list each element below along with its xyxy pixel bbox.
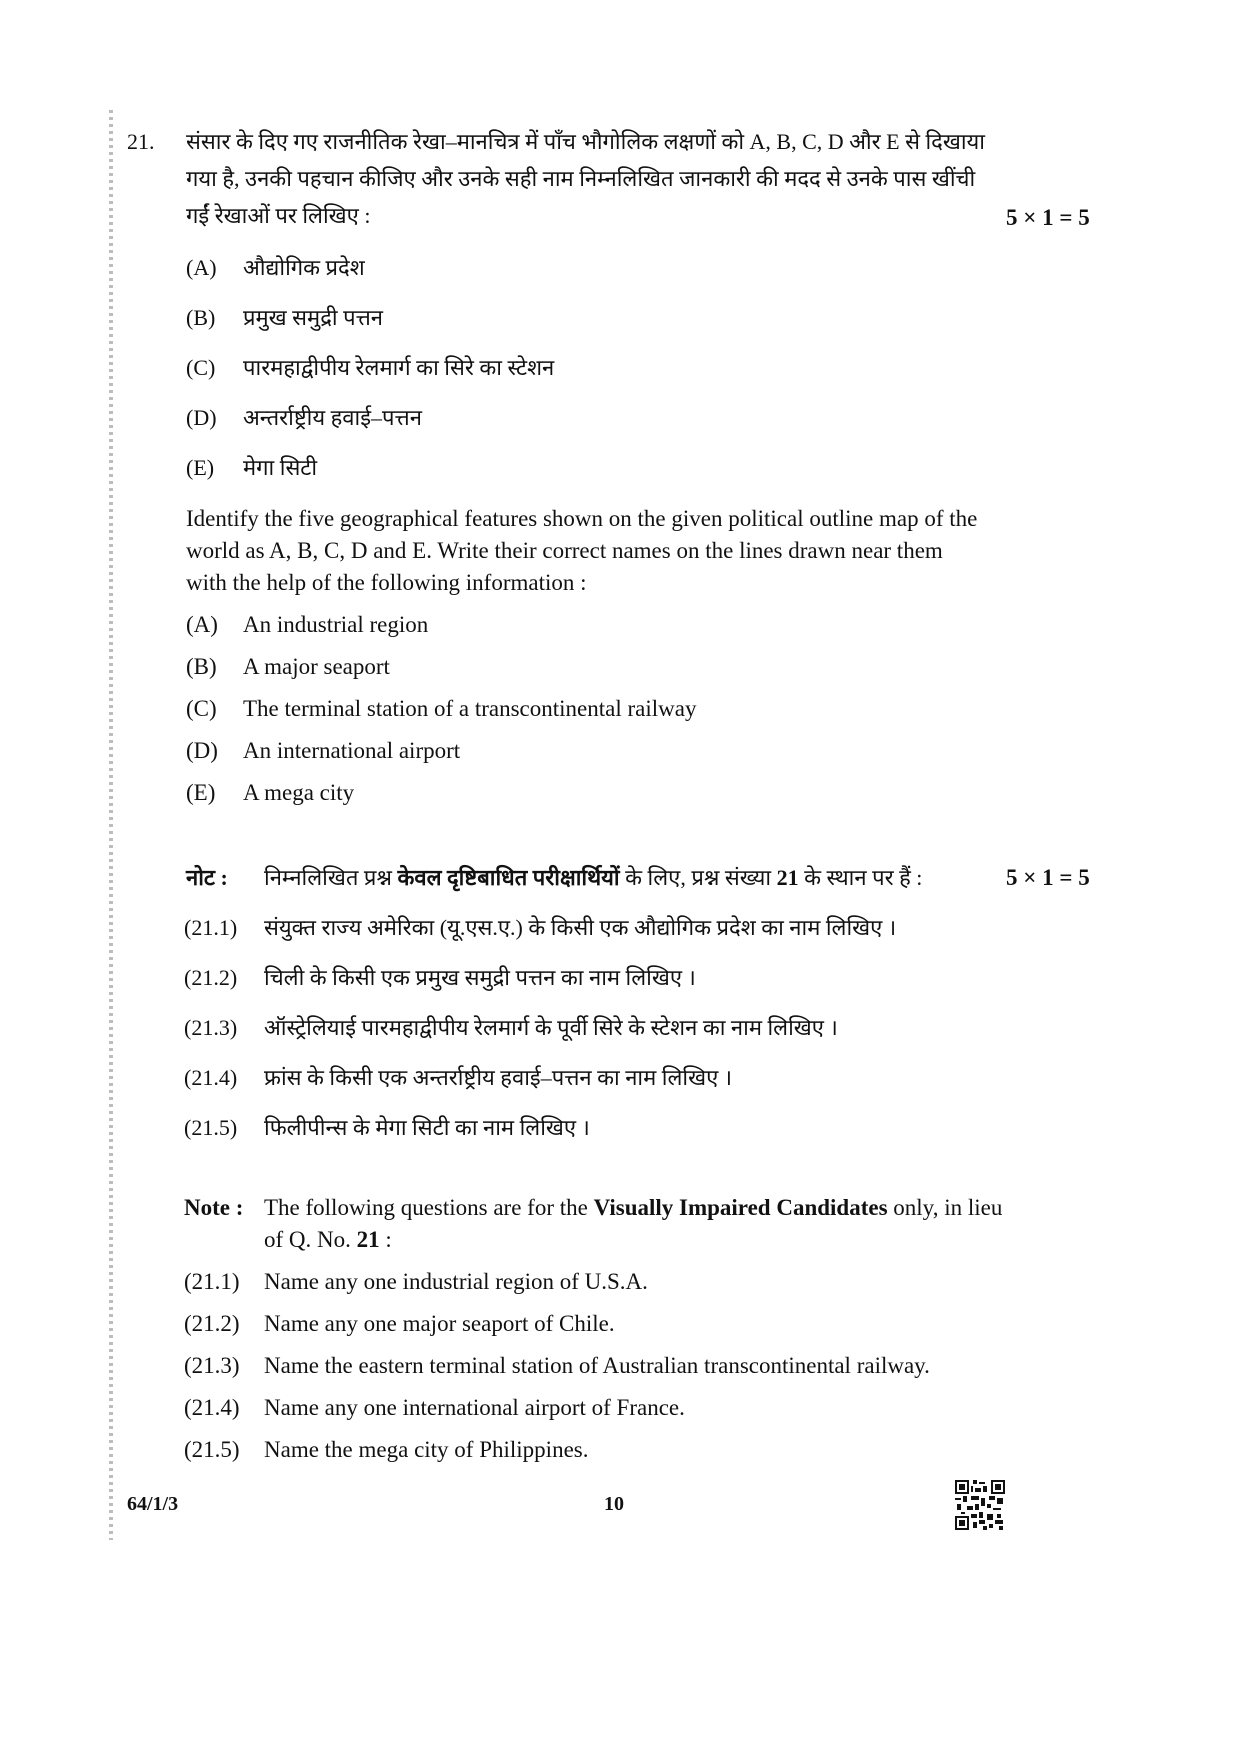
note-hindi-label: नोट : bbox=[186, 865, 228, 890]
note-hindi-item: (21.2) चिली के किसी एक प्रमुख समुद्री पत्तन का नाम लिखिए । bbox=[184, 965, 696, 990]
question-marks: 5 × 1 = 5 bbox=[1006, 205, 1090, 230]
note-hindi-item: (21.5) फिलीपीन्स के मेगा सिटी का नाम लिखिए । bbox=[184, 1115, 590, 1140]
hindi-item: (C) पारमहाद्वीपीय रेलमार्ग का सिरे का स्टेशन bbox=[186, 355, 555, 380]
question-english-line-1: Identify the five geographical features shown on the given political outline map of the bbox=[186, 506, 978, 531]
english-item: (E) A mega city bbox=[186, 780, 355, 805]
note-english-line-1: The following questions are for the Visually Impaired Candidates only, in lieu bbox=[264, 1195, 1003, 1220]
note-english-item: (21.2) Name any one major seaport of Chile. bbox=[184, 1311, 615, 1336]
english-item: (D) An international airport bbox=[186, 738, 461, 763]
hindi-item: (D) अन्तर्राष्ट्रीय हवाई–पत्तन bbox=[186, 405, 422, 430]
note-hindi-item: (21.1) संयुक्त राज्य अमेरिका (यू.एस.ए.) के किसी एक औद्योगिक प्रदेश का नाम लिखिए । bbox=[184, 915, 897, 940]
note-english-line-2: of Q. No. 21 : bbox=[264, 1227, 392, 1252]
paper-code: 64/1/3 bbox=[127, 1493, 179, 1515]
note-hindi-item: (21.3) ऑस्ट्रेलियाई पारमहाद्वीपीय रेलमार्ग के पूर्वी सिरे के स्टेशन का नाम लिखिए । bbox=[184, 1015, 838, 1040]
note-hindi-text: निम्नलिखित प्रश्न केवल दृष्टिबाधित परीक्षार्थियों के लिए, प्रश्न संख्या 21 के स्थान पर हैं : bbox=[264, 865, 923, 890]
question-hindi-line-3: गईं रेखाओं पर लिखिए : bbox=[186, 203, 371, 228]
hindi-item: (E) मेगा सिटी bbox=[186, 455, 318, 480]
page-number: 10 bbox=[604, 1493, 624, 1515]
question-english-line-3: with the help of the following information : bbox=[186, 570, 587, 595]
note-english-item: (21.4) Name any one international airport of France. bbox=[184, 1395, 685, 1420]
question-number: 21. bbox=[127, 129, 155, 154]
hindi-item: (A) औद्योगिक प्रदेश bbox=[186, 255, 365, 280]
english-item: (B) A major seaport bbox=[186, 654, 390, 679]
note-english-label: Note : bbox=[184, 1195, 244, 1220]
note-hindi-marks: 5 × 1 = 5 bbox=[1006, 865, 1090, 890]
english-item: (C) The terminal station of a transcontinental railway bbox=[186, 696, 697, 721]
note-english-item: (21.3) Name the eastern terminal station of Australian transcontinental railway. bbox=[184, 1353, 930, 1378]
question-english-line-2: world as A, B, C, D and E. Write their correct names on the lines drawn near them bbox=[186, 538, 943, 563]
note-english-item: (21.1) Name any one industrial region of U.S.A. bbox=[184, 1269, 648, 1294]
question-hindi-line-1: संसार के दिए गए राजनीतिक रेखा–मानचित्र में पाँच भौगोलिक लक्षणों को A, B, C, D और E से दिखाया bbox=[186, 129, 986, 154]
note-english-item: (21.5) Name the mega city of Philippines. bbox=[184, 1437, 589, 1462]
hindi-item: (B) प्रमुख समुद्री पत्तन bbox=[186, 305, 383, 330]
qr-code-icon bbox=[955, 1480, 1005, 1530]
note-hindi-item: (21.4) फ्रांस के किसी एक अन्तर्राष्ट्रीय हवाई–पत्तन का नाम लिखिए । bbox=[184, 1065, 733, 1090]
margin-security-strip bbox=[109, 110, 113, 1540]
question-hindi-line-2: गया है, उनकी पहचान कीजिए और उनके सही नाम निम्नलिखित जानकारी की मदद से उनके पास खींची bbox=[186, 166, 976, 191]
english-item: (A) An industrial region bbox=[186, 612, 429, 637]
